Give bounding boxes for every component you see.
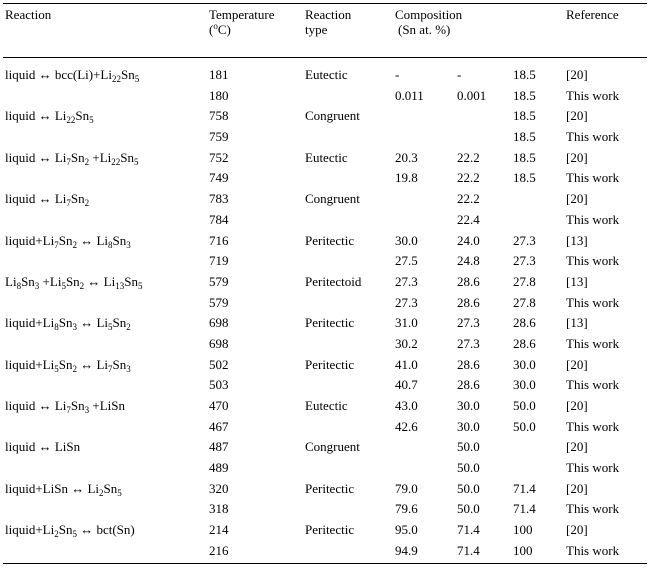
cell-reaction-type: Peritectic xyxy=(305,232,355,248)
cell-composition-1: 20.3 xyxy=(395,149,418,165)
cell-reference: [13] xyxy=(566,232,588,248)
table-row xyxy=(3,457,647,478)
cell-reference: This work xyxy=(566,211,620,227)
table-row xyxy=(3,519,647,540)
table-row xyxy=(3,188,647,209)
cell-reaction-type: Peritectic xyxy=(305,356,355,372)
cell-reference: This work xyxy=(566,170,620,186)
cell-composition-2: 28.6 xyxy=(457,356,480,372)
cell-composition-3: 27.3 xyxy=(513,253,536,269)
cell-reaction: $liquid+Li_2Sn_5$ ↔ bct(Sn) xyxy=(5,522,135,540)
cell-composition-2: 24.8 xyxy=(457,253,480,269)
cell-reaction-type: Eutectic xyxy=(305,149,348,165)
cell-composition-1: 27.3 xyxy=(395,273,418,289)
header-reaction: Reaction xyxy=(5,7,52,22)
cell-reference: [20] xyxy=(566,356,588,372)
cell-reaction: $Li_8Sn_3 +Li_5Sn_2$ ↔ $Li_{13}Sn_5$ xyxy=(5,273,143,291)
cell-temperature: 758 xyxy=(209,108,229,124)
cell-temperature: 759 xyxy=(209,129,229,145)
cell-temperature: 784 xyxy=(209,211,229,227)
cell-reference: This work xyxy=(566,129,620,145)
cell-composition-1: 40.7 xyxy=(395,377,418,393)
cell-reaction-type: Eutectic xyxy=(305,398,348,413)
cell-reference: This work xyxy=(566,335,620,351)
cell-composition-1: 43.0 xyxy=(395,398,418,413)
cell-composition-3: 18.5 xyxy=(513,170,536,186)
cell-composition-2: 28.6 xyxy=(457,377,480,393)
cell-reaction: liquid ↔ $Li_7Sn_3$ +LiSn xyxy=(5,398,125,415)
cell-reaction-type: Peritectic xyxy=(305,480,355,496)
cell-temperature: 467 xyxy=(209,418,229,434)
cell-reference: [20] xyxy=(566,67,588,82)
header-composition-line2: (Sn at. %) xyxy=(398,22,451,37)
cell-composition-2: 27.3 xyxy=(457,335,480,351)
table-header xyxy=(3,4,647,58)
cell-composition-3: 28.6 xyxy=(513,335,536,351)
cell-composition-2: 50.0 xyxy=(457,439,480,455)
cell-reaction: liquid ↔ $Li_{22}Sn_5$ xyxy=(5,108,94,126)
table-row xyxy=(3,105,647,126)
cell-composition-2: 30.0 xyxy=(457,418,480,434)
cell-reference: This work xyxy=(566,542,620,558)
cell-composition-3: 27.3 xyxy=(513,232,536,248)
cell-composition-2: 22.2 xyxy=(457,170,480,186)
cell-composition-2: 22.4 xyxy=(457,211,480,227)
cell-composition-2: 28.6 xyxy=(457,273,480,289)
cell-composition-3: 18.5 xyxy=(513,129,536,145)
cell-reference: [13] xyxy=(566,273,588,289)
cell-composition-2: 50.0 xyxy=(457,501,480,517)
cell-reference: [20] xyxy=(566,191,588,207)
cell-composition-3: 28.6 xyxy=(513,315,536,331)
cell-temperature: 698 xyxy=(209,335,229,351)
table-body xyxy=(3,58,647,561)
cell-composition-2: 27.3 xyxy=(457,315,480,331)
cell-composition-2: 28.6 xyxy=(457,294,480,310)
header-reaction-type xyxy=(305,7,351,37)
cell-temperature: 489 xyxy=(209,460,229,476)
table-row xyxy=(3,395,647,416)
cell-reaction-type: Peritectoid xyxy=(305,273,362,289)
cell-reference: [20] xyxy=(566,149,588,165)
cell-temperature: 698 xyxy=(209,315,229,331)
table-row xyxy=(3,85,647,106)
cell-reference: [20] xyxy=(566,522,588,538)
cell-temperature: 470 xyxy=(209,398,229,413)
table-row xyxy=(3,271,647,292)
cell-reaction: $liquid+Li_5Sn_2$ ↔ $Li_7Sn_3$ xyxy=(5,356,131,374)
table-bottom-rule xyxy=(3,563,647,564)
cell-composition-3: 18.5 xyxy=(513,67,536,82)
cell-composition-1: 0.011 xyxy=(395,87,424,103)
table-row xyxy=(3,126,647,147)
cell-reference: This work xyxy=(566,460,620,476)
cell-composition-1: 30.0 xyxy=(395,232,418,248)
table-row xyxy=(3,64,647,85)
cell-composition-3: 18.5 xyxy=(513,149,536,165)
cell-reference: This work xyxy=(566,418,620,434)
cell-composition-1: 79.6 xyxy=(395,501,418,517)
cell-reaction: liquid ↔ $Li_7Sn_2$ xyxy=(5,191,90,209)
cell-composition-1: 27.3 xyxy=(395,294,418,310)
table-row xyxy=(3,209,647,230)
cell-reaction: liquid ↔ $bcc(Li)+Li_{22}Sn_5$ xyxy=(5,67,140,84)
cell-composition-3: 30.0 xyxy=(513,356,536,372)
table-row xyxy=(3,292,647,313)
cell-composition-3: 50.0 xyxy=(513,418,536,434)
table-row xyxy=(3,374,647,395)
cell-reference: [20] xyxy=(566,439,588,455)
cell-temperature: 579 xyxy=(209,273,229,289)
cell-composition-1: - xyxy=(395,67,400,82)
cell-composition-2: 22.2 xyxy=(457,149,480,165)
header-composition-line1: Composition xyxy=(395,7,463,22)
cell-composition-1: 79.0 xyxy=(395,480,418,496)
cell-temperature: 320 xyxy=(209,480,229,496)
cell-composition-2: 0.001 xyxy=(457,87,487,103)
reaction-table xyxy=(3,3,647,561)
header-temperature-unit: ($^o$C) xyxy=(209,21,231,37)
cell-reference: [13] xyxy=(566,315,588,331)
table-row xyxy=(3,312,647,333)
cell-reaction-type: Eutectic xyxy=(305,67,348,82)
cell-composition-3: 100 xyxy=(513,522,533,538)
cell-reaction: liquid ↔ $Li_7Sn_2 +Li_{22}Sn_5$ xyxy=(5,149,139,167)
cell-reference: This work xyxy=(566,294,620,310)
cell-temperature: 579 xyxy=(209,294,229,310)
cell-temperature: 487 xyxy=(209,439,229,455)
cell-temperature: 719 xyxy=(209,253,229,269)
cell-composition-1: 95.0 xyxy=(395,522,418,538)
cell-composition-1: 19.8 xyxy=(395,170,418,186)
table-row xyxy=(3,498,647,519)
cell-temperature: 783 xyxy=(209,191,229,207)
table-row xyxy=(3,250,647,271)
table-row xyxy=(3,147,647,168)
cell-temperature: 318 xyxy=(209,501,229,517)
cell-composition-2: 71.4 xyxy=(457,542,480,558)
table-row xyxy=(3,436,647,457)
cell-composition-2: 22.2 xyxy=(457,191,480,207)
cell-temperature: 716 xyxy=(209,232,229,248)
cell-reaction-type: Congruent xyxy=(305,108,360,124)
cell-temperature: 214 xyxy=(209,522,229,538)
header-reaction-type-line1: Reaction xyxy=(305,7,352,22)
cell-temperature: 181 xyxy=(209,67,229,82)
table-row xyxy=(3,167,647,188)
header-reaction-type-line2: type xyxy=(305,22,328,37)
header-composition xyxy=(395,7,462,37)
cell-composition-1: 30.2 xyxy=(395,335,418,351)
table-row xyxy=(3,333,647,354)
cell-composition-1: 27.5 xyxy=(395,253,418,269)
header-temperature-label: Temperature xyxy=(209,7,275,22)
cell-composition-3: 18.5 xyxy=(513,108,536,124)
cell-composition-3: 18.5 xyxy=(513,87,536,103)
cell-composition-3: 71.4 xyxy=(513,480,536,496)
cell-composition-1: 94.9 xyxy=(395,542,418,558)
cell-reference: This work xyxy=(566,501,620,517)
cell-composition-2: - xyxy=(457,67,462,82)
cell-reference: This work xyxy=(566,253,620,269)
cell-composition-2: 71.4 xyxy=(457,522,480,538)
cell-composition-3: 30.0 xyxy=(513,377,536,393)
cell-temperature: 752 xyxy=(209,149,229,165)
cell-composition-1: 31.0 xyxy=(395,315,418,331)
cell-composition-3: 27.8 xyxy=(513,273,536,289)
cell-reference: [20] xyxy=(566,108,588,124)
cell-reference: This work xyxy=(566,87,620,103)
cell-composition-1: 42.6 xyxy=(395,418,418,434)
cell-temperature: 216 xyxy=(209,542,229,558)
cell-reaction: $liquid+Li_7Sn_2$ ↔ $Li_8Sn_3$ xyxy=(5,232,131,250)
cell-composition-2: 24.0 xyxy=(457,232,480,248)
table-row xyxy=(3,354,647,375)
cell-temperature: 502 xyxy=(209,356,229,372)
table-row xyxy=(3,230,647,251)
table-row xyxy=(3,416,647,437)
cell-reaction-type: Congruent xyxy=(305,191,360,207)
cell-reaction-type: Congruent xyxy=(305,439,360,455)
header-temperature xyxy=(209,7,275,37)
cell-reaction: liquid ↔ LiSn xyxy=(5,439,81,455)
cell-composition-2: 30.0 xyxy=(457,398,480,413)
cell-temperature: 503 xyxy=(209,377,229,393)
cell-composition-2: 50.0 xyxy=(457,480,480,496)
cell-temperature: 749 xyxy=(209,170,229,186)
cell-composition-3: 71.4 xyxy=(513,501,536,517)
cell-composition-3: 100 xyxy=(513,542,533,558)
cell-reaction-type: Peritectic xyxy=(305,522,355,538)
table-row xyxy=(3,478,647,499)
cell-reaction-type: Peritectic xyxy=(305,315,355,331)
cell-reference: [20] xyxy=(566,398,588,413)
cell-composition-3: 27.8 xyxy=(513,294,536,310)
cell-reaction: $liquid+Li_8Sn_3$ ↔ $Li_5Sn_2$ xyxy=(5,315,131,333)
cell-reference: This work xyxy=(566,377,620,393)
cell-composition-3: 50.0 xyxy=(513,398,536,413)
cell-reaction: liquid+LiSn ↔ $Li_2Sn_5$ xyxy=(5,480,122,498)
cell-temperature: 180 xyxy=(209,87,229,103)
cell-reference: [20] xyxy=(566,480,588,496)
cell-composition-2: 50.0 xyxy=(457,460,480,476)
table-row xyxy=(3,540,647,561)
cell-composition-1: 41.0 xyxy=(395,356,418,372)
header-reference: Reference xyxy=(566,7,619,22)
